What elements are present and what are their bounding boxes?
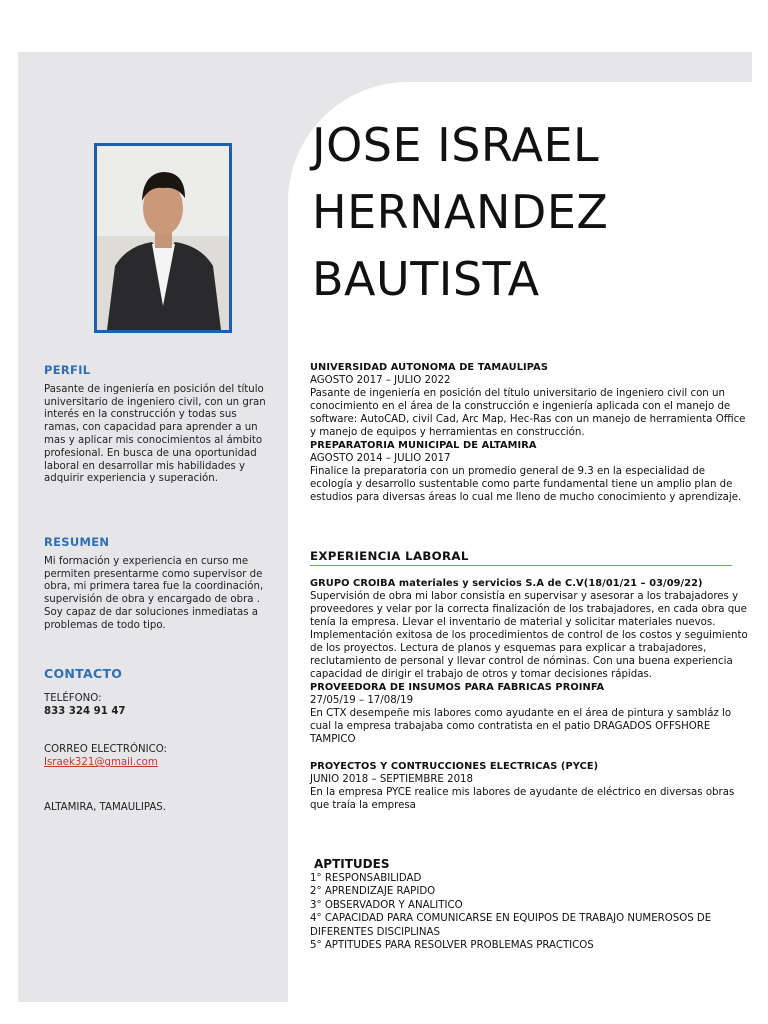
perfil-section	[44, 364, 274, 486]
education-section	[310, 361, 750, 504]
email-link[interactable]: Israek321@gmail.com	[44, 757, 158, 769]
experience-section	[310, 577, 750, 812]
name-line-2: HERNANDEZ	[312, 185, 609, 239]
perfil-text: Pasante de ingeniería en posición del título universitario de ingeniero civil, con un gran interés en la construcción y todas sus ramas, con capacidad para aprender a un mas y aplicar mis conocimientos al ámbito profesional. En busca de una oportunidad laboral en desarrollar mis habilidades y adquirir experiencia y superación.	[44, 383, 266, 485]
education-institution: UNIVERSIDAD AUTONOMA DE TAMAULIPAS	[310, 362, 549, 373]
aptitude-item: 5° APTITUDES PARA RESOLVER PROBLEMAS PRACTICOS	[310, 940, 594, 952]
experience-description: En la empresa PYCE realice mis labores de ayudante de eléctrico en diversas obras que traía la empresa	[310, 787, 735, 811]
aptitude-item: 4° CAPACIDAD PARA COMUNICARSE EN EQUIPOS DE TRABAJO NUMEROSOS DE DIFERENTES DISCIPLINAS	[310, 913, 712, 938]
experience-description: En CTX desempeñe mis labores como ayudante en el área de pintura y sambláz lo cual la empresa trabajaba como contratista en el patio DRAGADOS OFFSHORE TAMPICO	[310, 708, 732, 745]
experience-company: GRUPO CROIBA materiales y servicios S.A de C.V(18/01/21 – 03/09/22)	[310, 578, 703, 589]
name-line-3: BAUTISTA	[312, 252, 540, 306]
experience-dates: JUNIO 2018 – SEPTIEMBRE 2018	[310, 774, 474, 785]
full-name	[312, 112, 752, 313]
resumen-text: Mi formación y experiencia en curso me permiten presentarme como supervisor de obra, mi primera tarea fue la coordinación, supervisión de obra y encargado de obra . Soy capaz de dar soluciones inmediatas a problemas de todo tipo.	[44, 555, 264, 631]
experience-company: PROVEEDORA DE INSUMOS PARA FABRICAS PROINFA	[310, 682, 605, 693]
education-entry	[310, 361, 750, 439]
phone-label: TELÉFONO:	[44, 692, 102, 704]
profile-photo	[94, 143, 232, 333]
education-description: Pasante de ingeniería en posición del título universitario de ingeniero civil con un conocimiento en el área de la construcción e ingeniería aplicada con el manejo de software: AutoCAD, civil Cad, Arc Map, Hec-Ras con un manejo de herramienta Office y manejo de equipos y herramientas en construcción.	[310, 388, 746, 438]
education-dates: AGOSTO 2014 – JULIO 2017	[310, 453, 451, 464]
experience-dates: 27/05/19 – 17/08/19	[310, 695, 414, 706]
contacto-heading: CONTACTO	[44, 666, 123, 681]
education-dates: AGOSTO 2017 – JULIO 2022	[310, 375, 451, 386]
experience-entry	[310, 760, 750, 812]
aptitude-item: 2° APRENDIZAJE RAPIDO	[310, 886, 436, 898]
experience-entry	[310, 681, 750, 746]
phone-number: 833 324 91 47	[44, 705, 126, 717]
experience-company: PROYECTOS Y CONTRUCCIONES ELECTRICAS (PYCE)	[310, 761, 599, 772]
resumen-heading: RESUMEN	[44, 535, 110, 549]
experience-heading: EXPERIENCIA LABORAL	[310, 549, 732, 566]
email-label: CORREO ELECTRÓNICO:	[44, 744, 167, 756]
experience-entry	[310, 577, 750, 681]
contacto-section	[44, 668, 274, 815]
experience-description: Supervisión de obra mi labor consistía en supervisar y asesorar a los trabajadores y proveedores y velar por la correcta finalización de los trabajadores, en cada obra que tenía la empresa. Llevar el inventario de material y solicitar materiales nuevos. Implementación exitosa de los procedimientos de control de los costos y seguimiento de los proyectos. Lectura de planos y esquemas para explicar a trabajadores, reclutamiento de personal y llevar control de nóminas. Con una buena experiencia capacidad de dirigir el trabajo de otros y tomar decisiones rápidas.	[310, 591, 748, 680]
aptitude-item: 3° OBSERVADOR Y ANALITICO	[310, 899, 463, 911]
location-text: ALTAMIRA, TAMAULIPAS.	[44, 801, 167, 813]
aptitude-item: 1° RESPONSABILIDAD	[310, 873, 422, 884]
education-description: Finalice la preparatoria con un promedio general de 9.3 en la especialidad de ecología y desarrollo sustentable como parte fundamental tiene un amplio plan de estudios para diversas áreas lo cual me lleno de mucho conocimiento y aprendizaje.	[310, 466, 742, 503]
resumen-section	[44, 536, 274, 633]
portrait-image	[97, 146, 229, 330]
aptitudes-list	[310, 872, 750, 952]
aptitudes-heading: APTITUDES	[314, 857, 390, 871]
name-line-1: JOSE ISRAEL	[312, 118, 600, 172]
education-entry	[310, 439, 750, 504]
perfil-heading: PERFIL	[44, 363, 91, 377]
education-institution: PREPARATORIA MUNICIPAL DE ALTAMIRA	[310, 440, 537, 451]
